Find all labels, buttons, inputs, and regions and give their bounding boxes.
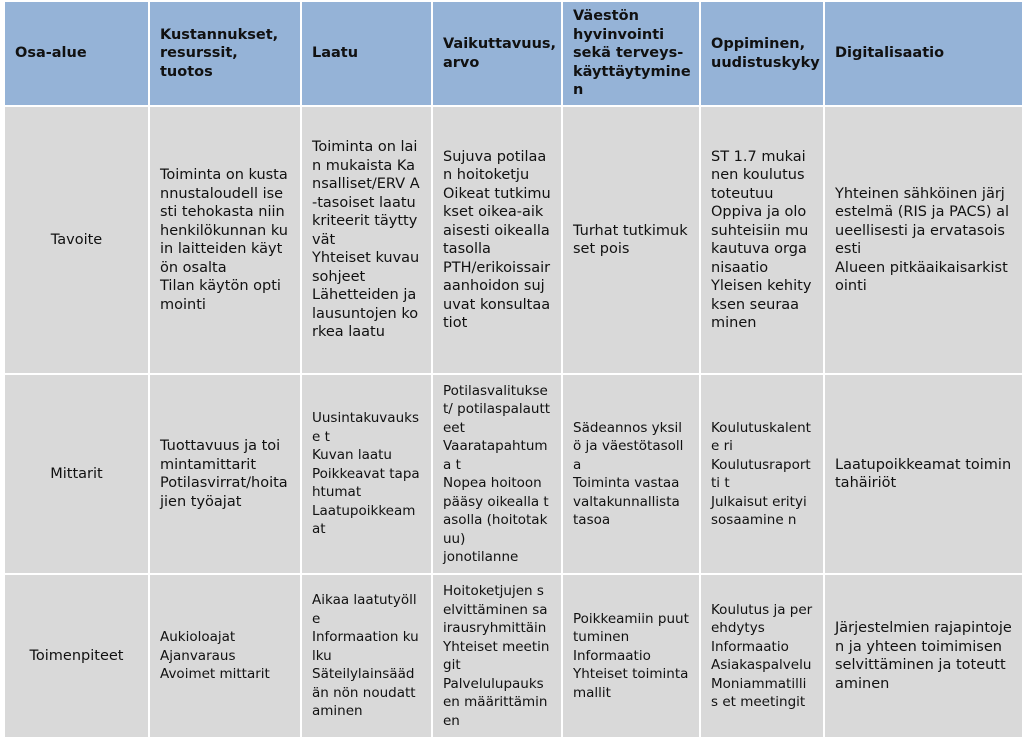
header-cell-osa-alue: Osa-alue	[4, 1, 149, 106]
table-row-mittarit	[4, 374, 1023, 574]
table-cell: Toiminta on kustannustaloudell isesti tehokasta niin henkilökunnan kuin laitteiden käytön osalta Tilan käytön optimointi	[149, 106, 301, 374]
table-cell: Aukioloajat Ajanvaraus Avoimet mittarit	[149, 574, 301, 738]
table-cell: Toiminta on lain mukaista Kansalliset/ERV A-tasoiset laatukriteerit täyttyvät Yhteiset kuvausohjeet Lähetteiden ja lausuntojen korkea laatu	[301, 106, 432, 374]
header-cell-vaeston-hyvinvointi: Väestön hyvinvointi sekä terveys-käyttäytymine n	[562, 1, 700, 106]
table-cell: Poikkeamiin puuttuminen Informaatio Yhteiset toimintamallit	[562, 574, 700, 738]
table-row-toimenpiteet	[4, 574, 1023, 738]
table-cell: Koulutuskalente ri Koulutusraportti t Julkaisut erityisosaamine n	[700, 374, 824, 574]
header-cell-kustannukset: Kustannukset, resurssit, tuotos	[149, 1, 301, 106]
table-cell: ST 1.7 mukainen koulutus toteutuu Oppiva ja olosuhteisiin mukautuva organisaatio Yleisen kehityksen seuraaminen	[700, 106, 824, 374]
table-cell: Aikaa laatutyölle Informaation kulku Säteilylainsäädän nön noudattaminen	[301, 574, 432, 738]
table-cell: Sädeannos yksilö ja väestötasolla Toiminta vastaa valtakunnallista tasoa	[562, 374, 700, 574]
table-cell: Potilasvalitukset/ potilaspalautteet Vaaratapahtuma t Nopea hoitoon pääsy oikealla tasolla (hoitotakuu) jonotilanne	[432, 374, 562, 574]
table-cell: Sujuva potilaan hoitoketju Oikeat tutkimukset oikea-aikaisesti oikealla tasolla PTH/erikoissair aanhoidon sujuvat konsultaatiot	[432, 106, 562, 374]
row-label: Tavoite	[4, 106, 149, 374]
header-row	[4, 1, 1023, 106]
header-cell-laatu: Laatu	[301, 1, 432, 106]
table-cell: Koulutus ja perehdytys Informaatio Asiakaspalvelu Moniammatillis et meetingit	[700, 574, 824, 738]
table-cell: Järjestelmien rajapintojen ja yhteen toimimisen selvittäminen ja toteuttaminen	[824, 574, 1023, 738]
table-cell: Turhat tutkimukset pois	[562, 106, 700, 374]
table-cell: Hoitoketjujen selvittäminen sairausryhmittäin Yhteiset meetingit Palvelulupauksen määrittäminen	[432, 574, 562, 738]
table-cell: Uusintakuvaukse t Kuvan laatu Poikkeavat tapahtumat Laatupoikkeamat	[301, 374, 432, 574]
goals-table	[3, 0, 1024, 739]
table-cell: Laatupoikkeamat toimintahäiriöt	[824, 374, 1023, 574]
header-cell-digitalisaatio: Digitalisaatio	[824, 1, 1023, 106]
row-label: Mittarit	[4, 374, 149, 574]
row-label: Toimenpiteet	[4, 574, 149, 738]
table-cell: Yhteinen sähköinen järjestelmä (RIS ja PACS) alueellisesti ja ervatasoisesti Alueen pitkäaikaisarkistointi	[824, 106, 1023, 374]
header-cell-oppiminen: Oppiminen, uudistuskyky	[700, 1, 824, 106]
table-row-tavoite	[4, 106, 1023, 374]
header-cell-vaikuttavuus: Vaikuttavuus, arvo	[432, 1, 562, 106]
table-cell: Tuottavuus ja toimintamittarit Potilasvirrat/hoita jien työajat	[149, 374, 301, 574]
